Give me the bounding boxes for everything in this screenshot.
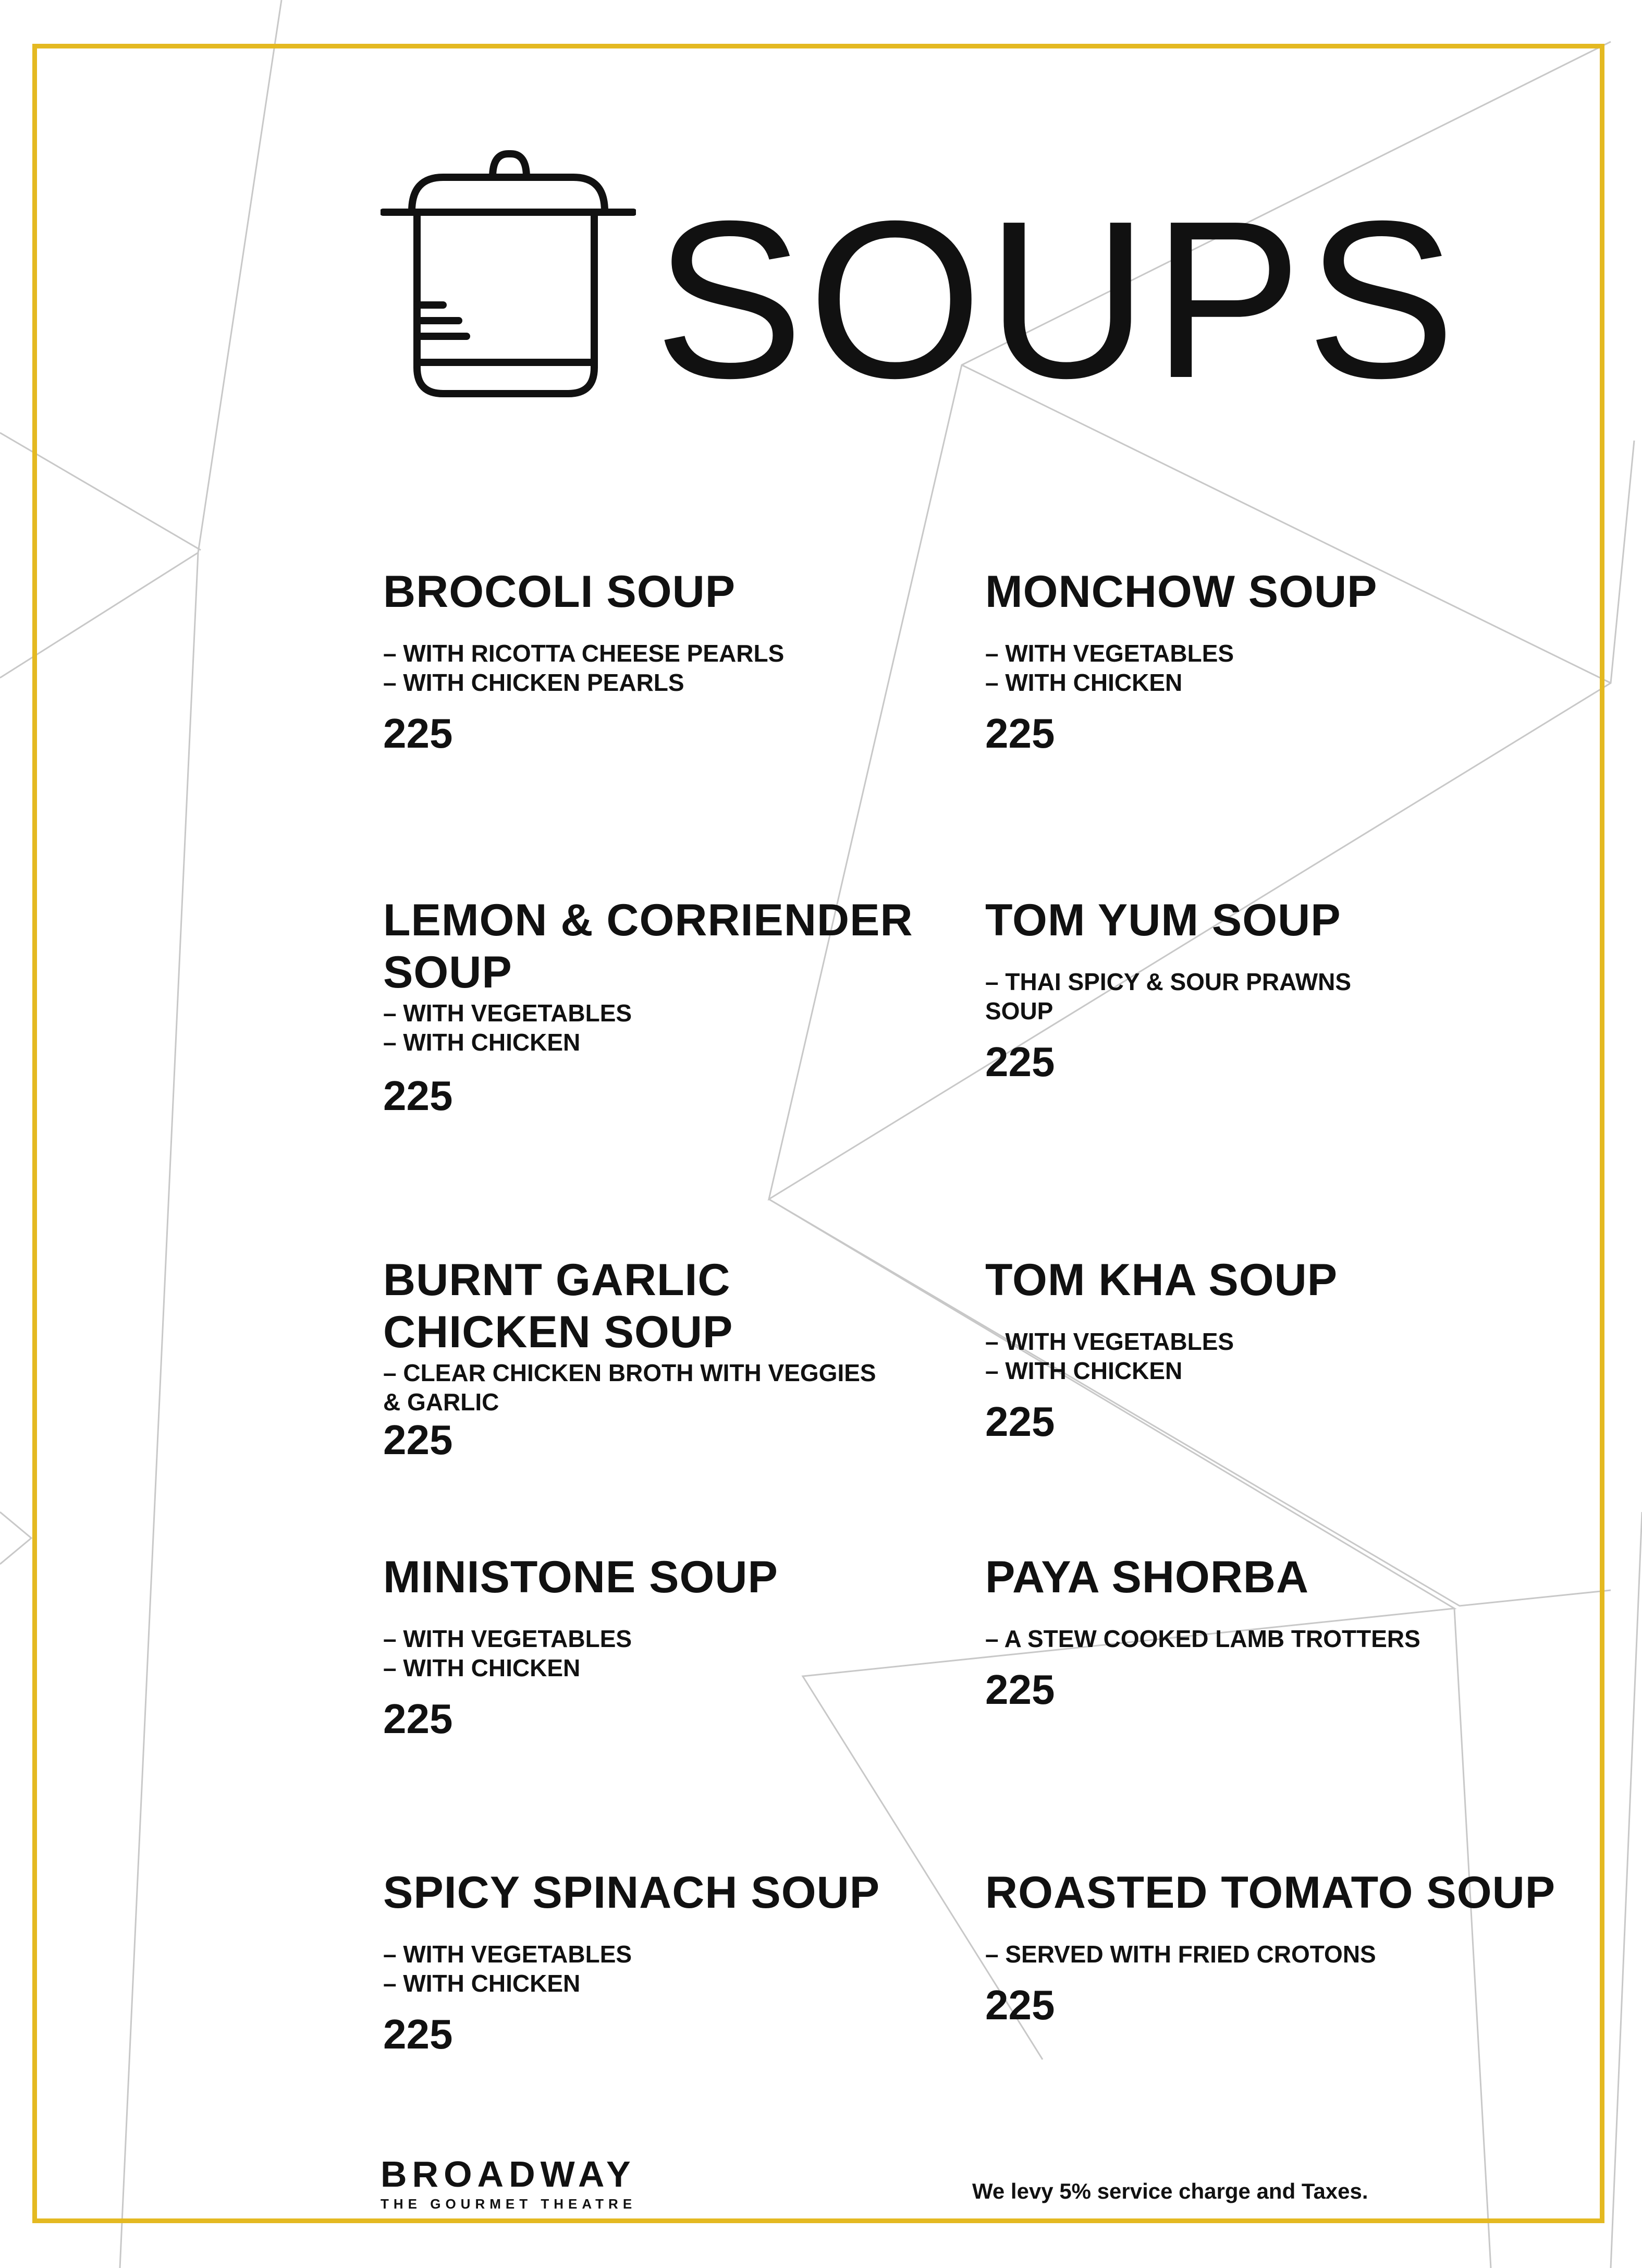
item-description: – A STEW COOKED LAMB TROTTERS [985,1625,1420,1652]
item-description: – WITH VEGETABLES – WITH CHICKEN [985,1328,1234,1384]
cooking-pot-icon [381,149,636,404]
item-price: 225 [383,1696,453,1742]
item-price: 225 [985,1039,1055,1085]
item-name: MONCHOW SOUP [985,567,1378,617]
menu-item-burnt-garlic-chicken-soup [383,1254,967,1464]
service-charge-note: We levy 5% service charge and Taxes. [972,2179,1368,2203]
item-price: 225 [383,710,453,757]
brand-tagline: THE GOURMET THEATRE [381,2196,637,2212]
item-name: TOM YUM SOUP [985,895,1341,945]
menu-item-monchow-soup [985,566,1569,757]
item-name: SPICY SPINACH SOUP [383,1868,880,1918]
item-price: 225 [383,1072,453,1119]
item-description: – THAI SPICY & SOUR PRAWNS SOUP [985,968,1352,1025]
menu-item-tom-kha-soup [985,1254,1569,1445]
item-description: – WITH VEGETABLES – WITH CHICKEN [383,1941,632,1997]
item-description: – WITH VEGETABLES – WITH CHICKEN [383,1625,632,1681]
item-price: 225 [985,1398,1055,1445]
item-name: LEMON & CORRIENDER SOUP [383,895,913,997]
item-price: 225 [383,1417,453,1463]
item-name: TOM KHA SOUP [985,1255,1338,1305]
item-name: MINISTONE SOUP [383,1552,778,1602]
item-price: 225 [985,1982,1055,2028]
menu-item-spicy-spinach-soup [383,1867,967,2058]
item-name: BURNT GARLIC CHICKEN SOUP [383,1255,733,1357]
brand-logo [381,2153,636,2213]
item-description: – WITH RICOTTA CHEESE PEARLS – WITH CHICKEN PEARLS [383,640,785,696]
menu-item-brocoli-soup [383,566,967,757]
menu-item-roasted-tomato-soup [985,1867,1569,2029]
item-description: – WITH VEGETABLES – WITH CHICKEN [383,999,632,1056]
item-name: ROASTED TOMATO SOUP [985,1868,1556,1918]
menu-item-paya-shorba [985,1551,1569,1713]
item-description: – SERVED WITH FRIED CROTONS [985,1941,1376,1968]
item-price: 225 [383,2011,453,2057]
item-price: 225 [985,710,1055,757]
menu-item-tom-yum-soup [985,894,1569,1086]
menu-item-ministone-soup [383,1551,967,1742]
page-title: SOUPS [654,175,1460,425]
item-price: 225 [985,1666,1055,1713]
item-name: PAYA SHORBA [985,1552,1309,1602]
item-description: – WITH VEGETABLES – WITH CHICKEN [985,640,1234,696]
brand-name: BROADWAY [381,2154,636,2194]
item-description: – CLEAR CHICKEN BROTH WITH VEGGIES & GARLIC [383,1359,876,1416]
item-name: BROCOLI SOUP [383,567,736,617]
menu-item-lemon-corriender-soup [383,894,967,1119]
